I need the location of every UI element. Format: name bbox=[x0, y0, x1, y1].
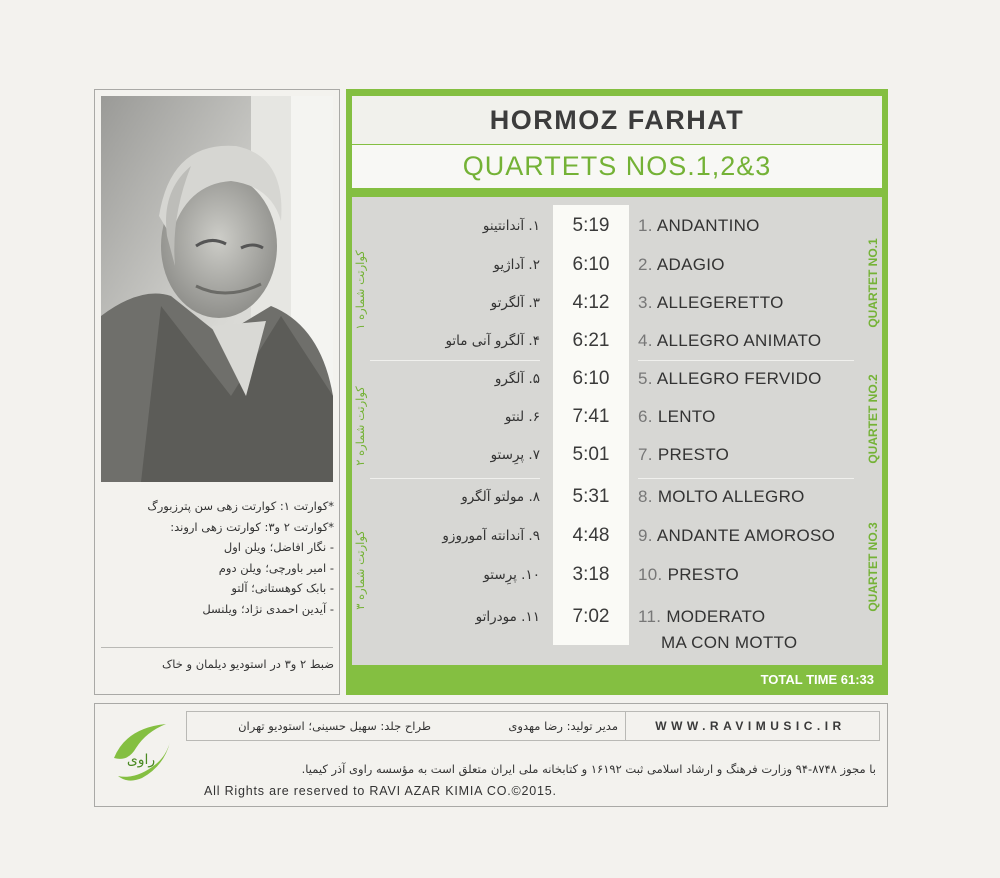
track-title-en bbox=[638, 436, 870, 474]
track-time: 5:01 bbox=[572, 444, 610, 465]
track-number: 6. bbox=[638, 407, 653, 426]
production-manager: مدیر تولید: رضا مهدوی bbox=[508, 719, 618, 733]
quartet-label-fa: کوارتت شماره ۲ bbox=[353, 386, 367, 466]
track-number: 3. bbox=[638, 293, 653, 312]
track-title-en bbox=[638, 322, 870, 360]
track-title-fa: ۵. آلگرو bbox=[494, 371, 540, 387]
track-title-en bbox=[638, 398, 870, 436]
track-number: 8. bbox=[638, 487, 653, 506]
quartet-label-fa: کوارتت شماره ۳ bbox=[353, 530, 367, 610]
track-title-fa: ۶. لنتو bbox=[504, 409, 540, 425]
track-time: 6:21 bbox=[572, 330, 610, 351]
credit-line: - آیدین احمدی نژاد؛ ویلنسل bbox=[202, 601, 334, 616]
credit-line: - امیر باورچی؛ ویلن دوم bbox=[218, 560, 334, 575]
track-time: 3:18 bbox=[572, 564, 610, 585]
credit-line: *کوارتت ۲ و۳: کوارتت زهی اروند: bbox=[170, 519, 334, 534]
track-title-fa: ۱۱. مودراتو bbox=[475, 609, 540, 625]
track-time: 5:31 bbox=[572, 486, 610, 507]
track-number: 2. bbox=[638, 255, 653, 274]
track-title-en bbox=[638, 246, 870, 284]
credit-line: - نگار افاضل؛ ویلن اول bbox=[223, 540, 334, 554]
track-title-en bbox=[638, 478, 870, 516]
track-title-fa: ۳. آلگرتو bbox=[490, 295, 540, 311]
album-title: QUARTETS NOS.1,2&3 bbox=[462, 151, 772, 181]
performer-credits bbox=[106, 496, 334, 619]
credit-line: *کوارتت ۱: کوارتت زهی سن پترزبورگ bbox=[147, 499, 334, 513]
ravi-logo-icon bbox=[106, 718, 176, 788]
track-title-en-text: PRESTO bbox=[657, 445, 730, 464]
copyright-notice: All Rights are reserved to RAVI AZAR KIMIA CO.©2015. bbox=[204, 784, 557, 798]
track-number: 11. bbox=[638, 607, 662, 626]
track-title-fa: ۱۰. پرِستو bbox=[483, 567, 540, 583]
quartet-label-en: QUARTET NO.3 bbox=[866, 522, 880, 612]
track-time: 7:41 bbox=[572, 406, 610, 427]
track-time: 6:10 bbox=[572, 254, 610, 275]
track-title-en-text: ADAGIO bbox=[656, 255, 725, 274]
track-title-en bbox=[638, 207, 870, 245]
track-title-en-text: ALLEGRO ANIMATO bbox=[656, 331, 822, 350]
track-number: 7. bbox=[638, 445, 653, 464]
quartet-label-en: QUARTET NO.1 bbox=[866, 238, 880, 328]
cover-designer: طراح جلد: سهیل حسینی؛ استودیو تهران bbox=[238, 719, 431, 733]
track-time: 5:19 bbox=[572, 215, 610, 236]
track-time: 7:02 bbox=[572, 606, 610, 627]
track-title-en-text: PRESTO bbox=[667, 565, 739, 584]
track-number: 1. bbox=[638, 216, 653, 235]
logo-text: راوی bbox=[126, 752, 156, 768]
track-title-en-line2: MA CON MOTTO bbox=[661, 633, 798, 652]
track-title-en bbox=[638, 360, 870, 398]
track-time: 4:12 bbox=[572, 292, 610, 313]
quartet-label-fa: کوارتت شماره ۱ bbox=[353, 250, 367, 330]
track-number: 4. bbox=[638, 331, 653, 350]
track-title-en-text: MOLTO ALLEGRO bbox=[657, 487, 805, 506]
track-title-fa: ۷. پرِستو bbox=[490, 447, 540, 463]
track-title-en-text: ANDANTINO bbox=[656, 216, 760, 235]
track-title-en-text: LENTO bbox=[657, 407, 716, 426]
track-title-fa: ۴. آلگرو آنی ماتو bbox=[445, 333, 540, 349]
track-number: 9. bbox=[638, 526, 653, 545]
track-time: 4:48 bbox=[572, 525, 610, 546]
website-link[interactable]: WWW.RAVIMUSIC.IR bbox=[625, 711, 875, 741]
track-title-fa: ۹. آندانته آموروزو bbox=[442, 528, 540, 544]
permit-notice: با مجوز ۸۷۴۸-۹۴ وزارت فرهنگ و ارشاد اسلامی ثبت ۱۶۱۹۲ و کتابخانه ملی ایران متعلق است به مؤسسه راوی آذر کیمیا. bbox=[301, 762, 876, 776]
track-title-en bbox=[638, 284, 870, 322]
quartet-label-en: QUARTET NO.2 bbox=[866, 374, 880, 464]
total-time: TOTAL TIME 61:33 bbox=[760, 672, 874, 687]
track-number: 5. bbox=[638, 369, 653, 388]
track-title-en bbox=[638, 517, 870, 555]
track-title-en-text: ALLEGERETTO bbox=[656, 293, 784, 312]
credit-line: - بابک کوهستانی؛ آلتو bbox=[231, 581, 334, 595]
track-title-fa: ۱. آندانتینو bbox=[482, 218, 540, 234]
track-time: 6:10 bbox=[572, 368, 610, 389]
track-title-en bbox=[638, 604, 870, 656]
track-title-en-text: MODERATO bbox=[666, 607, 766, 626]
divider bbox=[101, 647, 333, 648]
recording-note: ضبط ۲ و۳ در استودیو دیلمان و خاک bbox=[161, 657, 334, 671]
track-number: 10. bbox=[638, 565, 663, 584]
track-title-fa: ۲. آداژیو bbox=[493, 257, 540, 273]
track-title-en-text: ALLEGRO FERVIDO bbox=[656, 369, 822, 388]
composer-photo bbox=[101, 96, 333, 482]
artist-name: HORMOZ FARHAT bbox=[489, 105, 745, 135]
track-title-en bbox=[638, 556, 870, 594]
track-title-en-text: ANDANTE AMOROSO bbox=[656, 526, 836, 545]
track-title-fa: ۸. مولتو آلگرو bbox=[461, 489, 540, 505]
